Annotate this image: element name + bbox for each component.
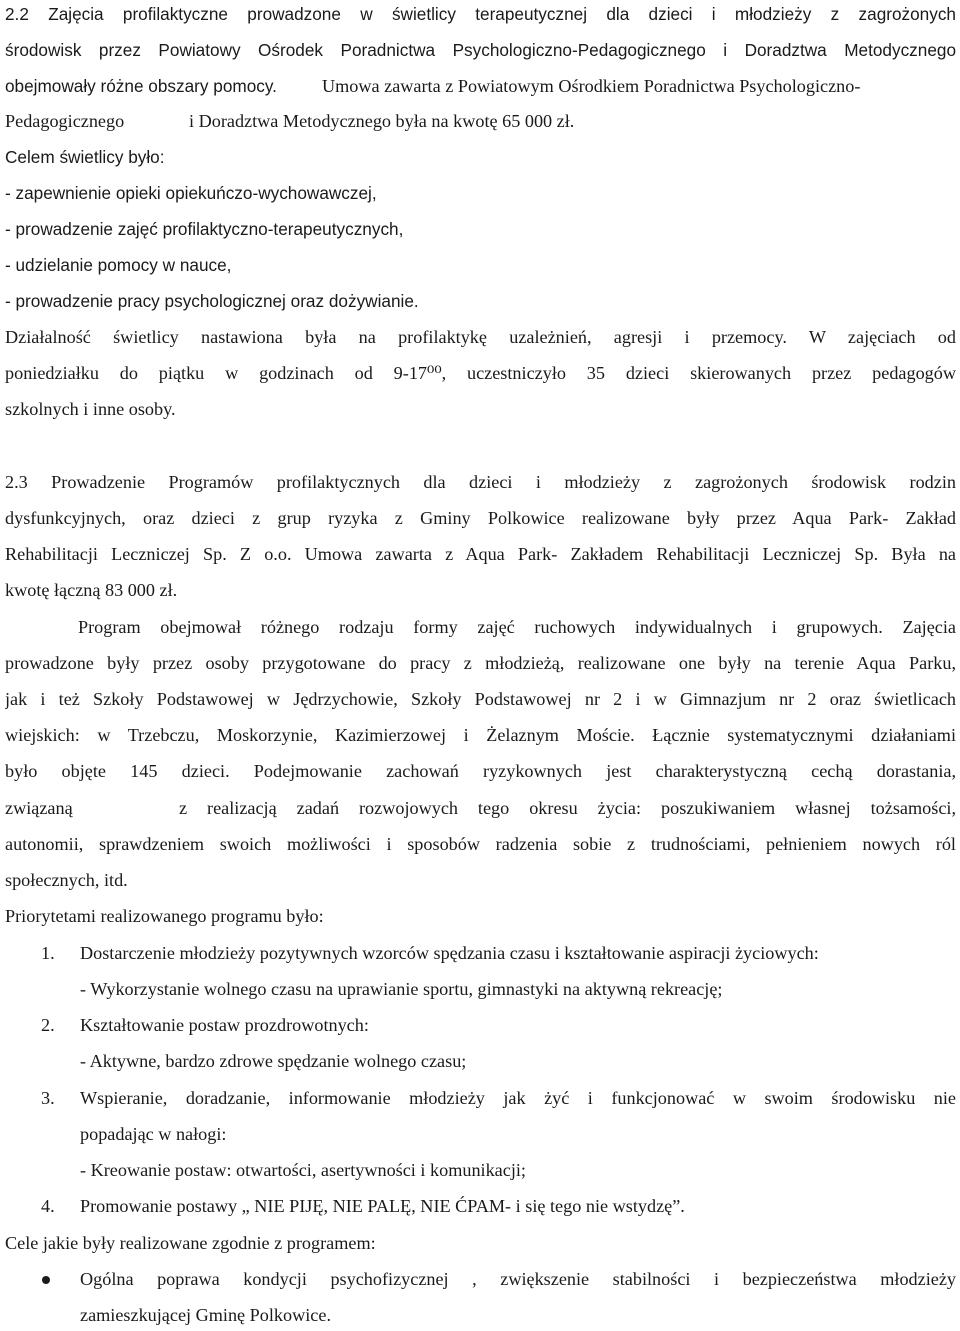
list-subitem: - Kreowanie postaw: otwartości, asertywności i komunikacji; [80, 1160, 526, 1180]
paragraph-line: poniedziałku do piątku w godzinach od 9-17⁰⁰, uczestniczyło 35 dzieci skierowanych przez pedagogów [5, 363, 956, 383]
paragraph-line: dysfunkcyjnych, oraz dzieci z grup ryzyka z Gminy Polkowice realizowane były przez Aqua Park- Zakład [5, 508, 956, 528]
paragraph-line: Cele jakie były realizowane zgodnie z programem: [5, 1233, 376, 1253]
list-item: Wspieranie, doradzanie, informowanie młodzieży jak żyć i funkcjonować w swoim środowisku nie [80, 1088, 956, 1108]
list-number: 4. [41, 1196, 55, 1216]
paragraph-line: było objęte 145 dzieci. Podejmowanie zachowań ryzykownych jest charakterystyczną cechą dorastania, [5, 761, 956, 781]
list-subitem: - Wykorzystanie wolnego czasu na uprawianie sportu, gimnastyki na aktywną rekreację; [80, 979, 723, 999]
bullet-item: Ogólna poprawa kondycji psychofizycznej , zwiększenie stabilności i bezpieczeństwa młodzieży [80, 1269, 956, 1289]
paragraph-line: 2.2 Zajęcia profilaktyczne prowadzone w świetlicy terapeutycznej dla dzieci i młodzieży z zagrożonych [5, 4, 956, 24]
list-item-continued: popadając w nałogi: [80, 1124, 227, 1144]
paragraph-line: jak i też Szkoły Podstawowej w Jędrzychowie, Szkoły Podstawowej nr 2 i w Gimnazjum nr 2 oraz świetlicach [5, 689, 956, 709]
paragraph-line: Działalność świetlicy nastawiona była na profilaktykę uzależnień, agresji i przemocy. W zajęciach od [5, 327, 956, 347]
list-line: - prowadzenie zajęć profilaktyczno-terapeutycznych, [5, 219, 404, 239]
paragraph-line: wiejskich: w Trzebczu, Moskorzynie, Kazimierzowej i Żelaznym Moście. Łącznie systematycznymi działaniami [5, 725, 956, 745]
list-line: - prowadzenie pracy psychologicznej oraz dożywianie. [5, 291, 419, 311]
list-line: - udzielanie pomocy w nauce, [5, 255, 232, 275]
list-item: Dostarczenie młodzieży pozytywnych wzorców spędzania czasu i kształtowanie aspiracji życiowych: [80, 943, 819, 963]
text-span: obejmowały różne obszary pomocy. [5, 76, 277, 96]
list-number: 3. [41, 1088, 55, 1108]
paragraph-line: środowisk przez Powiatowy Ośrodek Poradnictwa Psychologiczno-Pedagogicznego i Doradztwa Metodycznego [5, 40, 956, 60]
list-number: 1. [41, 943, 55, 963]
list-line: - zapewnienie opieki opiekuńczo-wychowawczej, [5, 183, 377, 203]
paragraph-line: związaną [5, 798, 73, 818]
paragraph-line: prowadzone były przez osoby przygotowane do pracy z młodzieżą, realizowane one były na terenie Aqua Parku, [5, 653, 956, 673]
list-subitem: - Aktywne, bardzo zdrowe spędzanie wolnego czasu; [80, 1051, 467, 1071]
paragraph-line: Umowa zawarta z Powiatowym Ośrodkiem Poradnictwa Psychologiczno- [322, 76, 861, 96]
paragraph-line: społecznych, itd. [5, 870, 128, 890]
list-item: Promowanie postawy „ NIE PIJĘ, NIE PALĘ, NIE ĆPAM- i się tego nie wstydzę”. [80, 1196, 685, 1216]
paragraph-line: Pedagogicznego [5, 111, 125, 131]
paragraph-line: szkolnych i inne osoby. [5, 399, 176, 419]
paragraph-line: Celem świetlicy było: [5, 147, 165, 167]
paragraph-line: Rehabilitacji Leczniczej Sp. Z o.o. Umowa zawarta z Aqua Park- Zakładem Rehabilitacji Leczniczej Sp. Była na [5, 544, 956, 564]
bullet-item-continued: zamieszkującej Gminę Polkowice. [80, 1305, 332, 1325]
list-item: Kształtowanie postaw prozdrowotnych: [80, 1015, 369, 1035]
paragraph-line: z realizacją zadań rozwojowych tego okresu życia: poszukiwaniem własnej tożsamości, [179, 798, 956, 818]
paragraph-line: 2.3 Prowadzenie Programów profilaktycznych dla dzieci i młodzieży z zagrożonych środowisk rodzin [5, 472, 956, 492]
paragraph-line [5, 75, 277, 97]
paragraph-line: Priorytetami realizowanego programu było: [5, 906, 324, 926]
paragraph-line: Program obejmował różnego rodzaju formy zajęć ruchowych indywidualnych i grupowych. Zajęcia [78, 617, 956, 637]
bullet-icon [42, 1276, 50, 1284]
list-number: 2. [41, 1015, 55, 1035]
paragraph-line: i Doradztwa Metodycznego była na kwotę 65 000 zł. [189, 111, 575, 131]
paragraph-line: kwotę łączną 83 000 zł. [5, 580, 178, 600]
paragraph-line: autonomii, sprawdzeniem swoich możliwości i sposobów radzenia sobie z trudnościami, pełnieniem nowych ról [5, 834, 956, 854]
